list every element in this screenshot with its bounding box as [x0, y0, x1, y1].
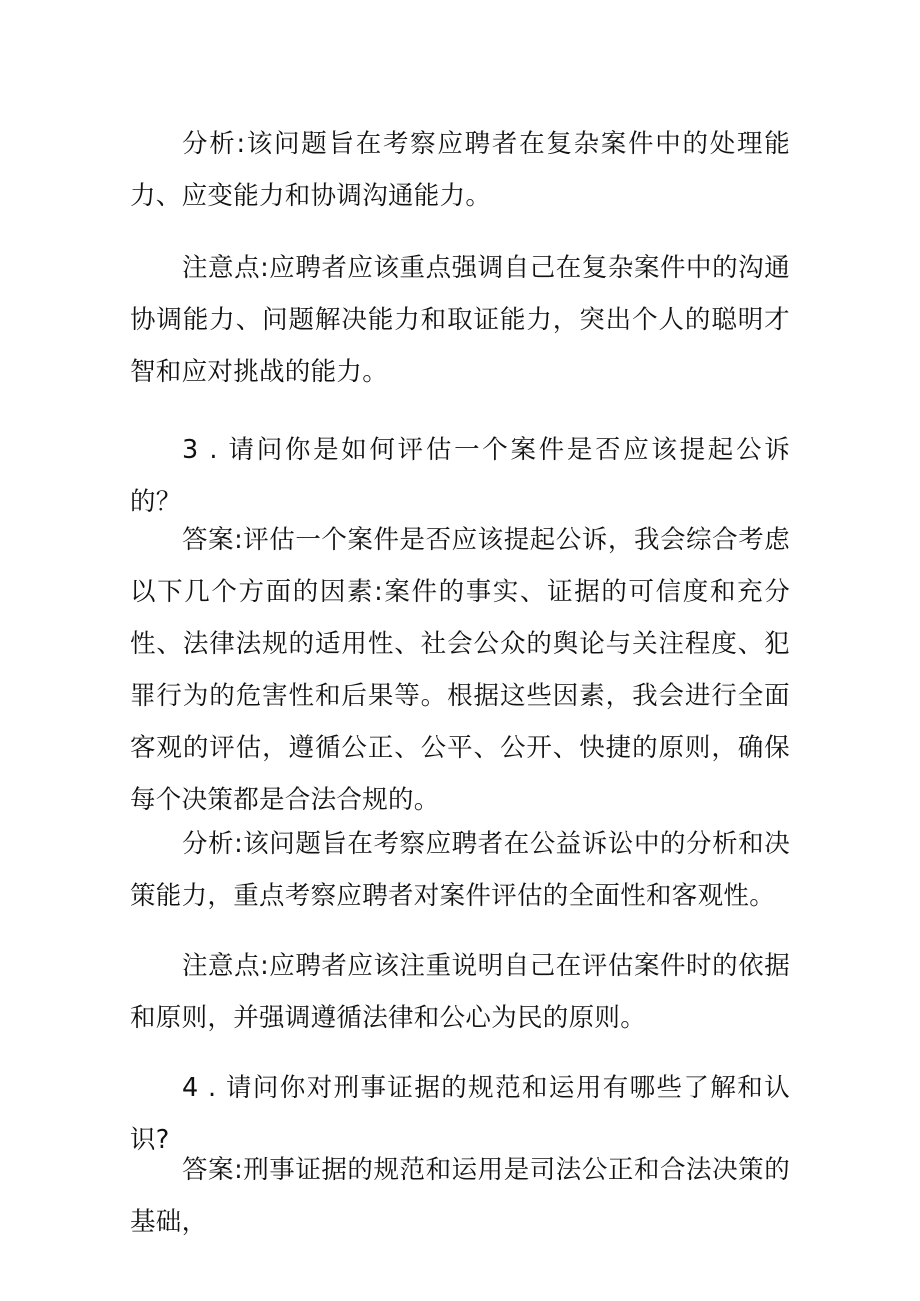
note-paragraph: 注意点:应聘者应该注重说明自己在评估案件时的依据和原则，并强调遵循法律和公心为民的原则。 — [130, 951, 790, 1033]
question-4-heading: 4 . 请问你对刑事证据的规范和运用有哪些了解和认识? — [130, 1073, 790, 1155]
answer-paragraph: 答案:评估一个案件是否应该提起公诉，我会综合考虑以下几个方面的因素:案件的事实、证据的可信度和充分性、法律法规的适用性、社会公众的舆论与关注程度、犯罪行为的危害性和后果等。根据这些因素，我会进行全面客观的评估，遵循公正、公平、公开、快捷的原则，确保每个决策都是合法合规的。 — [130, 525, 790, 815]
note-paragraph: 注意点:应聘者应该重点强调自己在复杂案件中的沟通协调能力、问题解决能力和取证能力，突出个人的聪明才智和应对挑战的能力。 — [130, 253, 790, 387]
analysis-paragraph: 分析:该问题旨在考察应聘者在复杂案件中的处理能力、应变能力和协调沟通能力。 — [130, 129, 790, 211]
answer-paragraph: 答案:刑事证据的规范和运用是司法公正和合法决策的基础， — [130, 1155, 790, 1237]
question-3-heading: 3 . 请问你是如何评估一个案件是否应该提起公诉的？ — [130, 435, 790, 517]
analysis-paragraph: 分析:该问题旨在考察应聘者在公益诉讼中的分析和决策能力，重点考察应聘者对案件评估的全面性和客观性。 — [130, 829, 790, 911]
